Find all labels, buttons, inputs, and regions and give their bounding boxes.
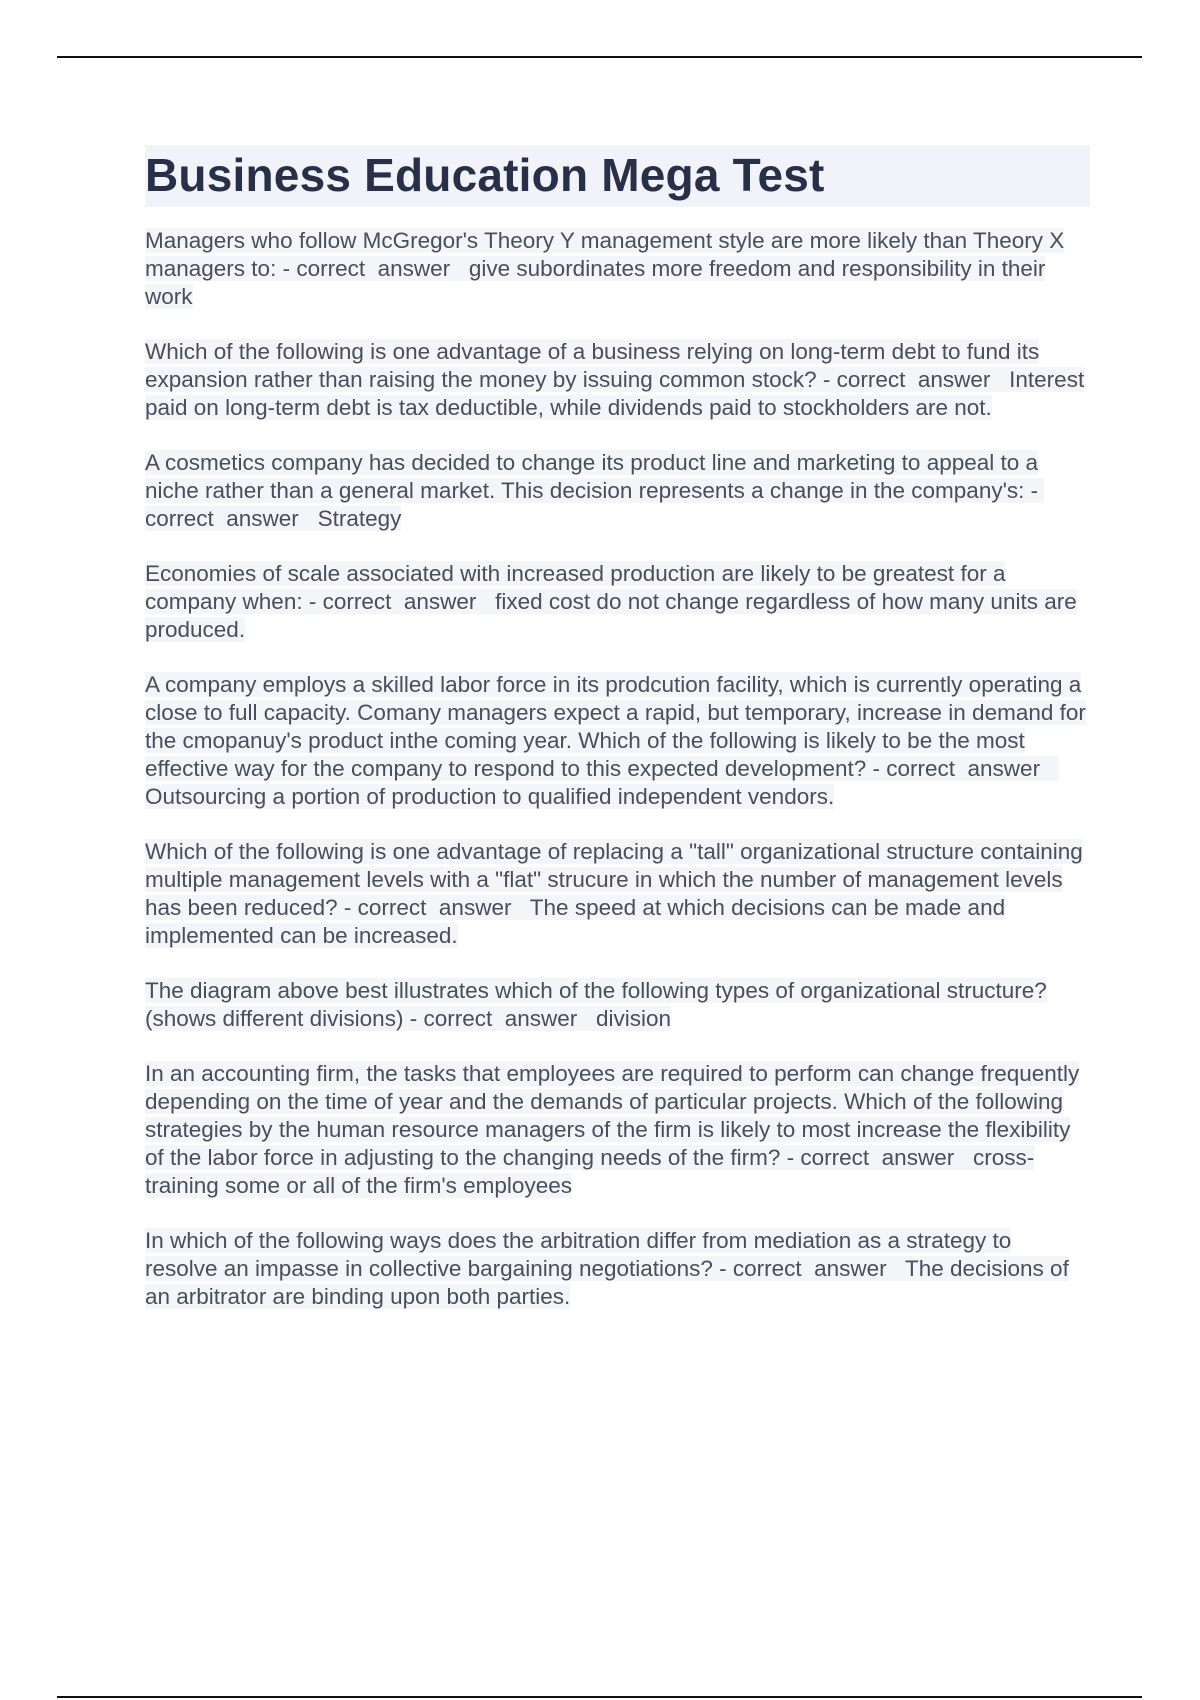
question-text: The diagram above best illustrates which of the following types of organizational structure? (shows different divisions) (145, 978, 1047, 1031)
answer-separator: - correct answer (145, 478, 1045, 531)
qa-item (145, 227, 1090, 311)
question-text: Which of the following is one advantage of a business relying on long-term debt to fund its expansion rather than raising the money by issuing common stock? (145, 339, 1040, 392)
qa-list (145, 227, 1090, 1311)
question-text: Which of the following is one advantage of replacing a "tall" organizational structure containing multiple management levels with a "flat" strucure in which the number of management levels has been reduced? (145, 839, 1083, 920)
qa-item (145, 449, 1090, 533)
question-text: In an accounting firm, the tasks that employees are required to perform can change frequently depending on the time of year and the demands of particular projects. Which of the following strategies by the human resource managers of the firm is likely to most increase the flexibility of the labor force in adjusting to the changing needs of the firm? (145, 1061, 1080, 1170)
question-text: A company employs a skilled labor force in its prodcution facility, which is currently operating a close to full capacity. Comany managers expect a rapid, but temporary, increase in demand for the cmopanuy's product inthe coming year. Which of the following is likely to be the most effective way for the company to respond to this expected development? (145, 672, 1086, 781)
answer-separator: - correct answer (403, 1006, 596, 1031)
answer-separator: - correct answer (276, 256, 469, 281)
qa-item (145, 671, 1090, 811)
answer-text: cross-training some or all of the firm's employees (145, 1145, 1035, 1198)
document-title: Business Education Mega Test (145, 145, 1090, 207)
answer-text: division (596, 1006, 672, 1031)
answer-separator: - correct answer (780, 1145, 973, 1170)
qa-item (145, 838, 1090, 950)
qa-item (145, 1227, 1090, 1311)
answer-text: Interest paid on long-term debt is tax deductible, while dividends paid to stockholders are not. (145, 367, 1085, 420)
page-bottom-rule (57, 1696, 1142, 1698)
qa-item (145, 338, 1090, 422)
qa-item (145, 977, 1090, 1033)
question-text: In which of the following ways does the arbitration differ from mediation as a strategy to resolve an impasse in collective bargaining negotiations? (145, 1228, 1012, 1281)
answer-text: The speed at which decisions can be made and implemented can be increased. (145, 895, 1006, 948)
answer-text: Outsourcing a portion of production to qualified independent vendors. (145, 784, 835, 809)
answer-separator: - correct answer (302, 589, 496, 614)
answer-text: The decisions of an arbitrator are binding upon both parties. (145, 1256, 1069, 1309)
answer-separator: - correct answer (337, 895, 530, 920)
question-text: A cosmetics company has decided to change its product line and marketing to appeal to a niche rather than a general market. This decision represents a change in the company's: (145, 450, 1039, 503)
answer-separator: - correct answer (816, 367, 1010, 392)
qa-item (145, 1060, 1090, 1200)
question-text: Managers who follow McGregor's Theory Y management style are more likely than Theory X managers to: (145, 228, 1065, 281)
answer-separator: - correct answer (712, 1256, 905, 1281)
answer-text: Strategy (317, 506, 402, 531)
answer-text: fixed cost do not change regardless of how many units are produced. (145, 589, 1077, 642)
answer-separator: - correct answer (866, 756, 1059, 781)
document-body (145, 145, 1090, 1338)
question-text: Economies of scale associated with increased production are likely to be greatest for a company when: (145, 561, 1006, 614)
page-top-rule (57, 56, 1142, 58)
qa-item (145, 560, 1090, 644)
answer-text: give subordinates more freedom and responsibility in their work (145, 256, 1046, 309)
